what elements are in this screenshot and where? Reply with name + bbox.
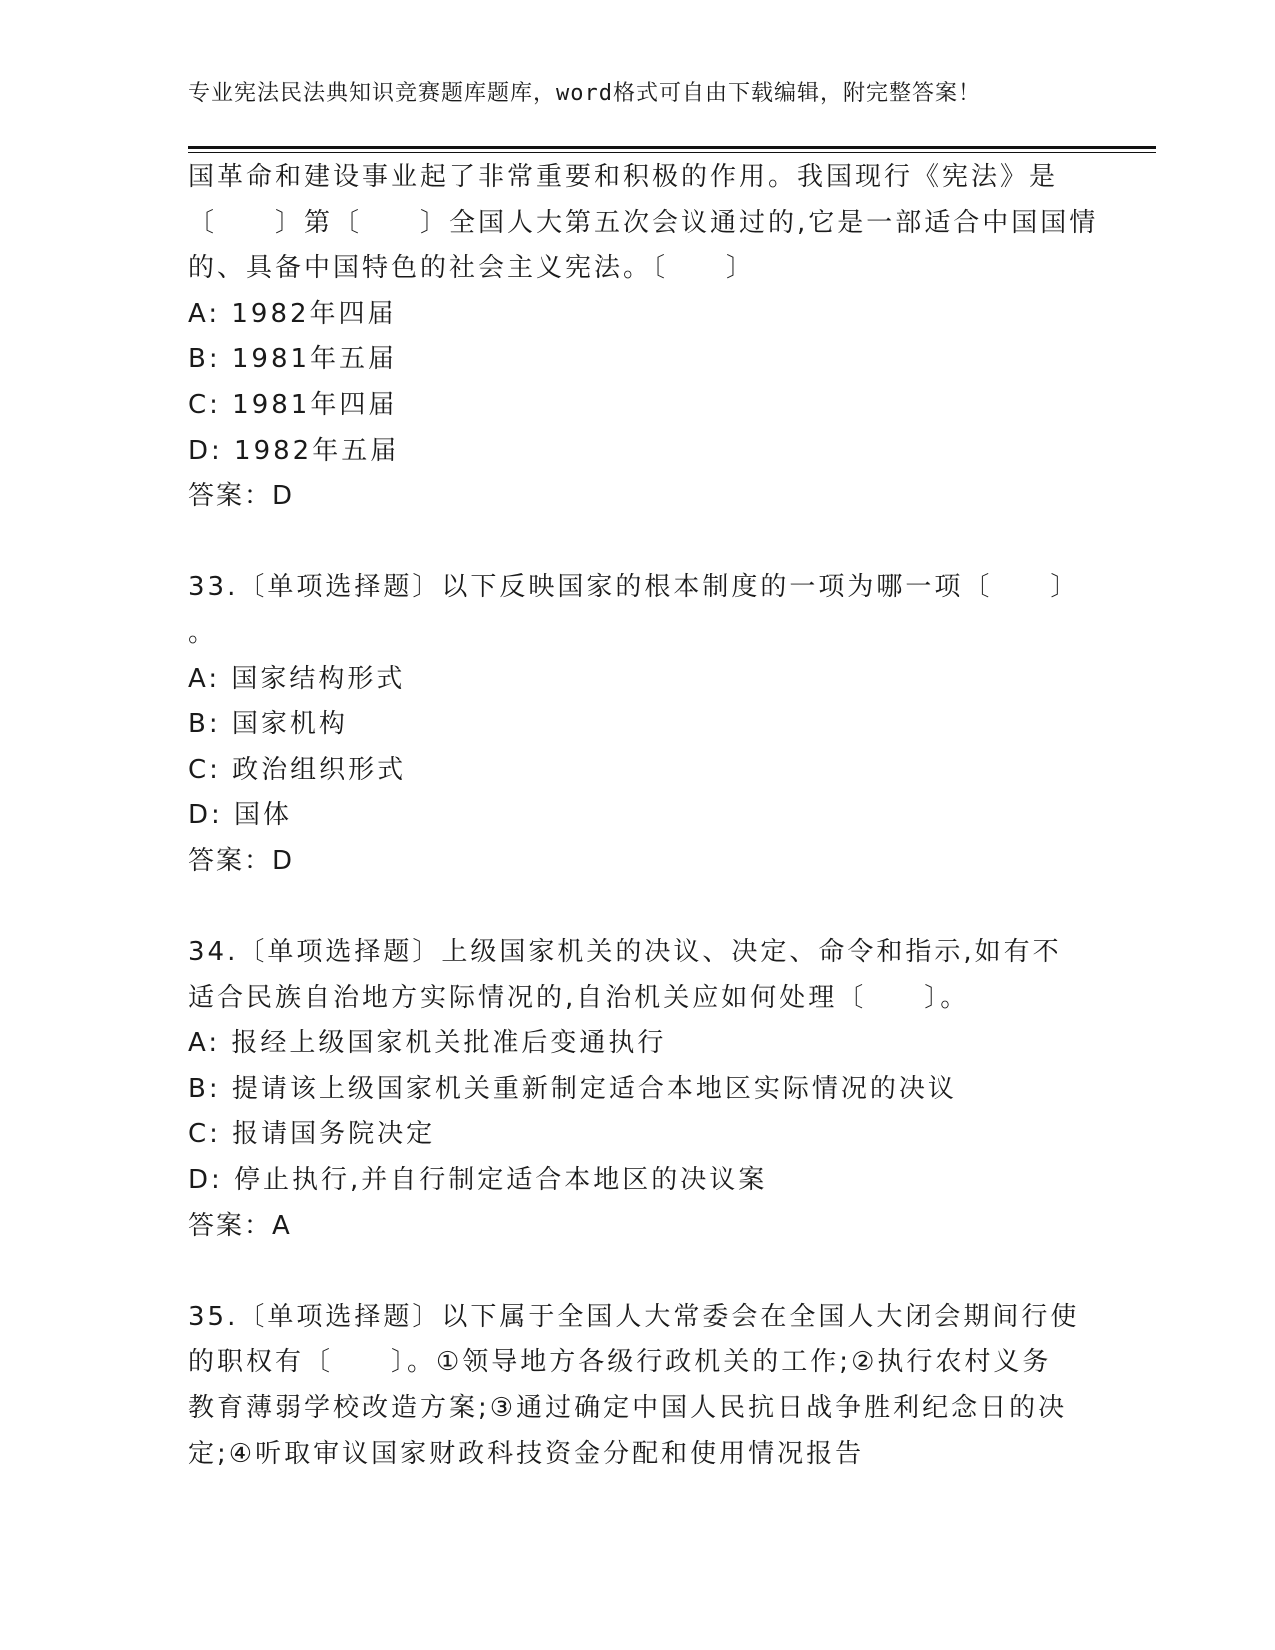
question-text-line: 适合民族自治地方实际情况的,自治机关应如何处理〔 〕。: [188, 982, 970, 1013]
header-rule-thick: [188, 146, 1156, 149]
answer-line: 答案：A: [188, 1210, 292, 1241]
option-a: A: 报经上级国家机关批准后变通执行: [188, 1028, 667, 1059]
option-d: D: 1982年五届: [188, 435, 400, 466]
spacer: [188, 1249, 1088, 1295]
question-text-line: 国革命和建设事业起了非常重要和积极的作用。我国现行《宪法》是: [188, 162, 1059, 192]
option-c: C: 1981年四届: [188, 389, 398, 420]
option-a: A: 国家结构形式: [188, 663, 406, 694]
header-rule-thin: [188, 152, 1156, 153]
answer-line: 答案：D: [188, 845, 295, 876]
option-a: A: 1982年四届: [188, 298, 397, 329]
question-text-line: 的、具备中国特色的社会主义宪法。〔 〕: [188, 253, 756, 284]
question-text-line: 35.〔单项选择题〕以下属于全国人大常委会在全国人大闭会期间行使: [188, 1301, 1080, 1332]
document-body: [188, 155, 1099, 1477]
question-text-line: 〔 〕第〔 〕全国人大第五次会议通过的,它是一部适合中国国情: [188, 207, 1099, 238]
option-b: B: 1981年五届: [188, 344, 398, 375]
question-text-line: 定;④听取审议国家财政科技资金分配和使用情况报告: [188, 1438, 865, 1469]
spacer: [188, 520, 1088, 566]
answer-line: 答案：D: [188, 481, 295, 512]
question-text-line: 教育薄弱学校改造方案;③通过确定中国人民抗日战争胜利纪念日的决: [188, 1393, 1068, 1424]
question-text-line: 的职权有〔 〕。①领导地方各级行政机关的工作;②执行农村义务: [188, 1347, 1052, 1378]
question-text-line: 33.〔单项选择题〕以下反映国家的根本制度的一项为哪一项〔 〕: [188, 572, 1080, 603]
option-d: D: 国体: [188, 800, 293, 831]
option-d: D: 停止执行,并自行制定适合本地区的决议案: [188, 1165, 768, 1196]
option-b: B: 提请该上级国家机关重新制定适合本地区实际情况的决议: [188, 1073, 957, 1104]
question-text-line: 。: [188, 617, 218, 648]
question-34: [188, 930, 1088, 1249]
question-33: [188, 565, 1088, 884]
spacer: [188, 885, 1088, 931]
option-b: B: 国家机构: [188, 709, 348, 740]
page-header: 专业宪法民法典知识竞赛题库题库，word格式可自由下载编辑，附完整答案！: [188, 81, 981, 106]
option-c: C: 报请国务院决定: [188, 1119, 436, 1150]
option-c: C: 政治组织形式: [188, 754, 407, 785]
question-text-line: 34.〔单项选择题〕上级国家机关的决议、决定、命令和指示,如有不: [188, 937, 1062, 968]
question-continued: [188, 155, 1099, 520]
question-35: [188, 1295, 1088, 1477]
